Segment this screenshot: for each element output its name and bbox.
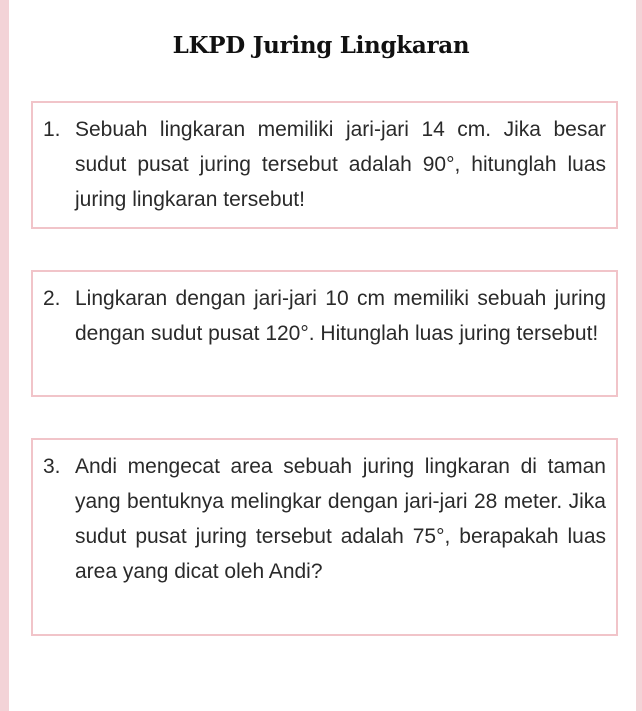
page-edge-left [0, 0, 9, 711]
question-card-1 [31, 101, 618, 229]
question-number: 1. [43, 118, 61, 141]
question-number: 3. [43, 455, 61, 478]
question-card-2 [31, 270, 618, 397]
question-text: Sebuah lingkaran memiliki jari-jari 14 cm. Jika besar sudut pusat juring tersebut adalah 90°, hitunglah luas juring lingkaran tersebut! [75, 118, 606, 211]
question-text: Lingkaran dengan jari-jari 10 cm memiliki sebuah juring dengan sudut pusat 120°. Hitunglah luas juring tersebut! [75, 287, 606, 345]
page-edge-right [636, 0, 642, 711]
question-number: 2. [43, 287, 61, 310]
question-text: Andi mengecat area sebuah juring lingkaran di taman yang bentuknya melingkar dengan jari-jari 28 meter. Jika sudut pusat juring tersebut adalah 75°, berapakah luas area yang dicat oleh Andi? [75, 455, 606, 583]
page-title: LKPD Juring Lingkaran [172, 32, 470, 59]
question-card-3 [31, 438, 618, 636]
